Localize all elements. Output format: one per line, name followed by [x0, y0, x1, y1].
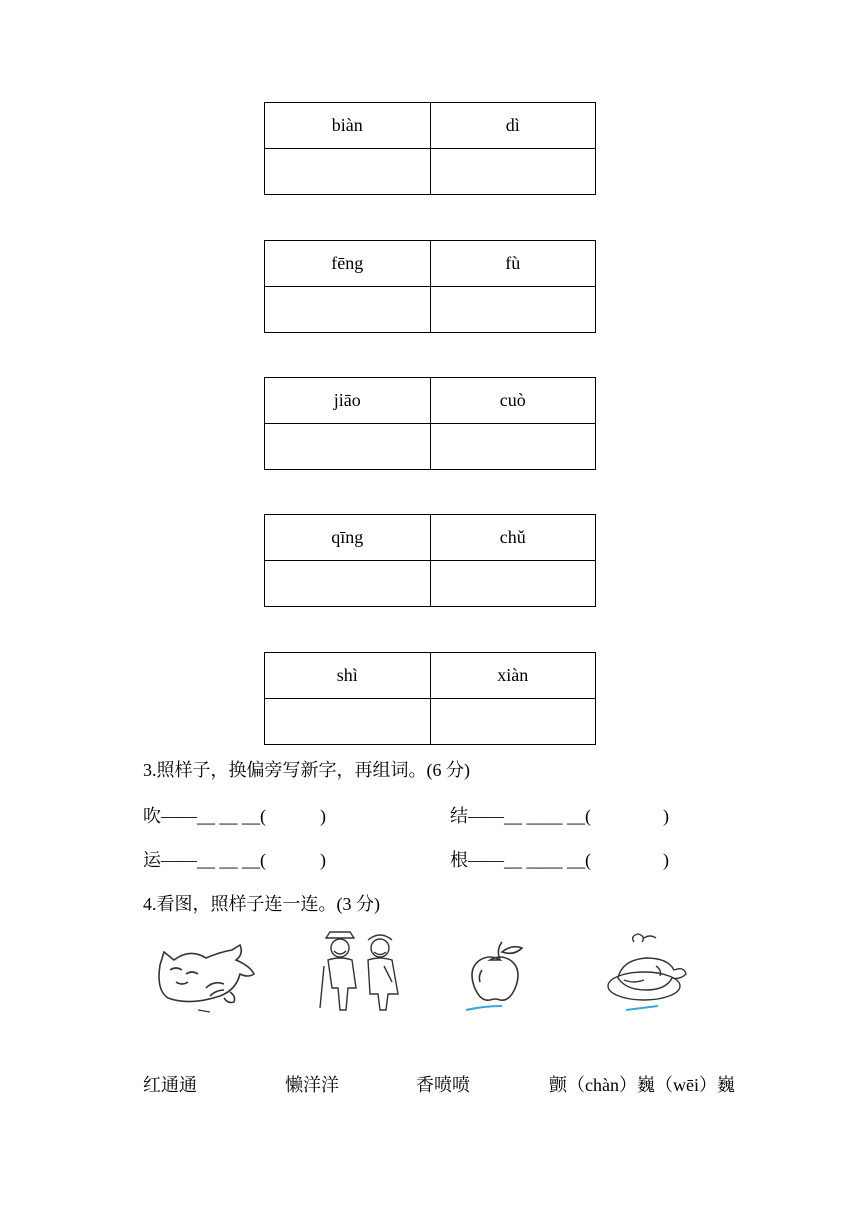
q3-row-2-left[interactable]: 运——__ __ __( ): [143, 850, 326, 870]
answer-cell[interactable]: [430, 424, 596, 470]
cat-image: [150, 930, 260, 1015]
pinyin-cell: jiāo: [265, 378, 431, 424]
pinyin-cell: xiàn: [430, 653, 596, 699]
pinyin-cell: qīng: [265, 515, 431, 561]
pinyin-cell: cuò: [430, 378, 596, 424]
pinyin-cell: shì: [265, 653, 431, 699]
roast-chicken-image: [604, 932, 704, 1016]
pinyin-table-2: [264, 240, 596, 333]
answer-cell[interactable]: [265, 287, 431, 333]
answer-cell[interactable]: [430, 287, 596, 333]
answer-cell[interactable]: [265, 424, 431, 470]
elderly-couple-image: [314, 926, 404, 1014]
pinyin-cell: fù: [430, 241, 596, 287]
answer-cell[interactable]: [265, 699, 431, 745]
word-chanweiwei[interactable]: 颤（chàn）巍（wēi）巍: [549, 1075, 735, 1095]
q3-row-2-right[interactable]: 根——__ ____ __( ): [450, 850, 669, 870]
answer-cell[interactable]: [430, 699, 596, 745]
pinyin-cell: dì: [430, 103, 596, 149]
q3-row-1-left[interactable]: 吹——__ __ __( ): [143, 806, 326, 826]
word-xiangpenpen[interactable]: 香喷喷: [416, 1075, 470, 1095]
answer-cell[interactable]: [265, 561, 431, 607]
pinyin-cell: fēng: [265, 241, 431, 287]
apple-image: [462, 940, 532, 1016]
answer-cell[interactable]: [430, 561, 596, 607]
pinyin-table-5: [264, 652, 596, 745]
pinyin-cell: chǔ: [430, 515, 596, 561]
question-4-title: 4.看图，照样子连一连。(3 分): [143, 894, 380, 914]
word-lanyangyang[interactable]: 懒洋洋: [285, 1075, 339, 1095]
word-hongtongtong[interactable]: 红通通: [143, 1075, 197, 1095]
q3-row-1-right[interactable]: 结——__ ____ __( ): [450, 806, 669, 826]
pinyin-cell: biàn: [265, 103, 431, 149]
pinyin-table-1: [264, 102, 596, 195]
pinyin-table-3: [264, 377, 596, 470]
pinyin-table-4: [264, 514, 596, 607]
answer-cell[interactable]: [265, 149, 431, 195]
question-3-title: 3.照样子，换偏旁写新字，再组词。(6 分): [143, 760, 470, 780]
answer-cell[interactable]: [430, 149, 596, 195]
